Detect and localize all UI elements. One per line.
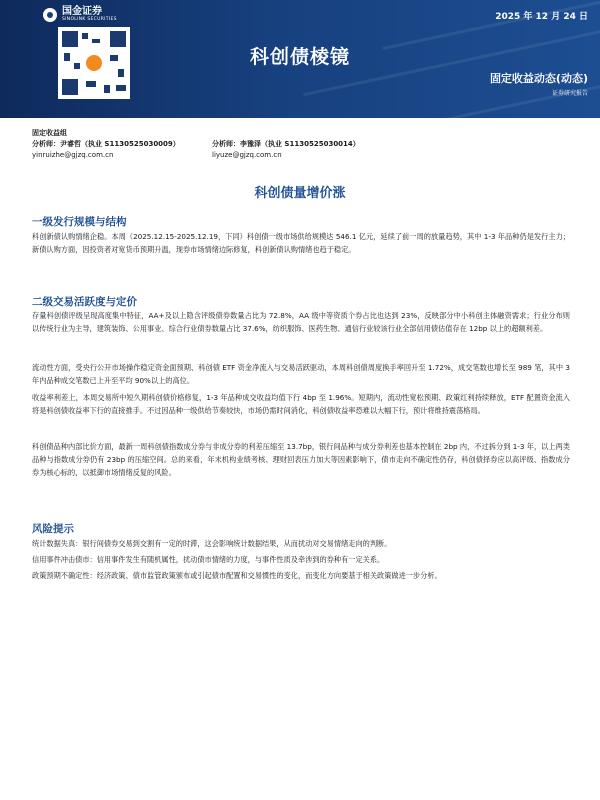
analyst-2-email[interactable]: liyuze@gjzq.com.cn bbox=[212, 151, 282, 159]
analyst-1-email[interactable]: yinruizhe@gjzq.com.cn bbox=[32, 151, 114, 159]
sinolink-logo-icon bbox=[43, 8, 57, 22]
section-2-paragraph-3: 收益率利差上，本周交易所中短久期科创债价格修复，1-3 年品种成交收益均值下行 4bp 至 1.96%。短期内，流动性宽松预期、政策红利持续释放，ETF 配置资金流入将是科创债收益率下行的直接推手。不过因品种一级供给节奏较快，市场仍需时间消化，科创债收益率恐难以大幅下行，预计将维持震荡格局。 bbox=[32, 393, 570, 415]
analyst-block bbox=[32, 128, 392, 161]
company-logo bbox=[43, 6, 117, 23]
section-3-title: 风险提示 bbox=[32, 523, 74, 535]
report-type: 证券研究报告 bbox=[551, 90, 588, 97]
section-1-paragraph: 科创新债认购情绪企稳。本周（2025.12.15-2025.12.19，下同）科创债一级市场供给规模达 546.1 亿元，延续了前一周的放量趋势，其中 1-3 年品种仍是发行主力；新债认购方面，因投资者对宽货币预期升温，现券市场情绪边际修复，科创新债认购情绪也趋于稳定。 bbox=[32, 232, 570, 254]
group-label: 固定收益组 bbox=[32, 129, 67, 137]
risk-paragraph-1: 统计数据失真：银行间债券交易到交割有一定的时滞，这会影响统计数据结果，从而扰动对交易情绪走向的判断。 bbox=[32, 539, 392, 548]
analyst-2-name: 分析师：李豫泽（执业 S1130525030014） bbox=[212, 140, 360, 148]
section-2-paragraph-2: 流动性方面，受央行公开市场操作稳定资金面预期、科创债 ETF 资金净流入与交易活跃驱动，本周科创债周度换手率回升至 1.72%，成交笔数也增长至 989 笔，其中 3 年内品种成交笔数已上升至平均 90%以上的高位。 bbox=[32, 363, 570, 385]
section-2-paragraph-4: 科创债品种内部比价方面，最新一周科创债指数成分券与非成分券的利差压缩至 13.7bp，银行间品种与成分券利差也基本控制在 2bp 内，不过拆分到 1-3 年，以上两类品种与指数成分券仍有 23bp 的压缩空间。总的来看，年末机构业绩考核、理财回表压力加大等因素影响下，债市走向不确定性仍存，科创债择券应以高评级、指数成分券为核心标的，以抵御市场情绪反复的风险。 bbox=[32, 442, 570, 477]
logo-name-en: SINOLINK SECURITIES bbox=[62, 17, 117, 22]
document-title: 科创债量增价涨 bbox=[254, 186, 346, 201]
analyst-1-name: 分析师：尹睿哲（执业 S1130525030009） bbox=[32, 140, 180, 148]
report-title: 科创债棱镜 bbox=[249, 46, 350, 68]
risk-paragraph-3: 政策预期不确定性：经济政策、债市监管政策颁布或引起债市配置和交易惯性的变化，而变化方向要基于相关政策做进一步分析。 bbox=[32, 571, 442, 580]
section-1-title: 一级发行规模与结构 bbox=[32, 216, 127, 228]
report-category: 固定收益动态(动态) bbox=[489, 72, 588, 85]
report-date: 2025 年 12 月 24 日 bbox=[495, 12, 588, 22]
section-2-paragraph-1: 存量科创债评级呈现高度集中特征，AA+及以上隐含评级债券数量占比为 72.8%，AA 级中等资质个券占比也达到 23%，反映部分中小科创主体融资需求；行业分布则以传统行业为主导，建筑装饰、公用事业、综合行业债券数量占比 37.6%，纺织服饰、医药生物、通信行业较该行业全部信用债估值存在 12bp 以上的超额利差。 bbox=[32, 311, 570, 333]
report-header bbox=[0, 0, 600, 118]
logo-name-cn: 国金证券 bbox=[62, 6, 102, 17]
risk-paragraph-2: 信用事件冲击债市：信用事件发生有随机属性，扰动债市情绪的力度，与事件性质及牵涉到的券种有一定关系。 bbox=[32, 555, 385, 564]
section-2-title: 二级交易活跃度与定价 bbox=[32, 296, 137, 308]
